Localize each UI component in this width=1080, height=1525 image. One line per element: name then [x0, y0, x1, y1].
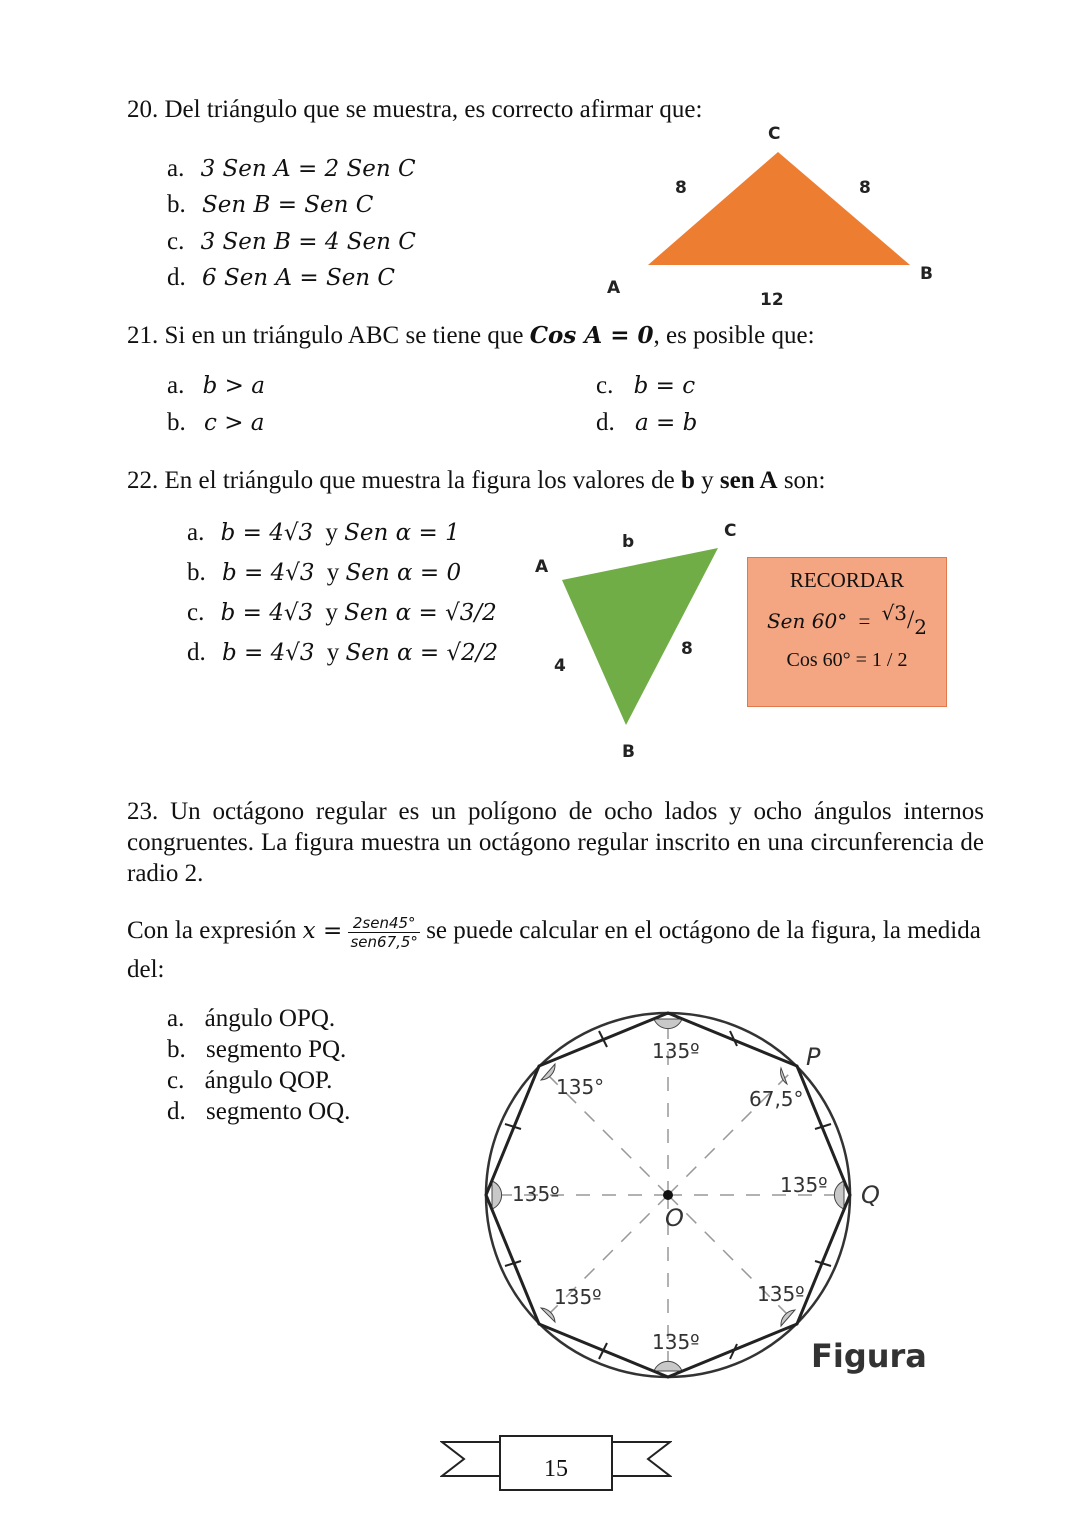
q20-option-a[interactable]: a. 3 Sen A = 2 Sen C: [167, 155, 416, 182]
page-number: 15: [544, 1456, 568, 1482]
q20-prompt: 20. Del triángulo que se muestra, es correcto afirmar que:: [127, 96, 703, 123]
q20-vertex-a: A: [607, 278, 621, 298]
q21-cos-expression: Cos A = 0: [529, 322, 654, 349]
q21-option-c[interactable]: c. b = c: [596, 372, 696, 399]
vertex-label-q: Q: [861, 1181, 880, 1209]
q20-side-ab: 12: [760, 290, 784, 310]
q22-side-8: 8: [681, 639, 693, 659]
angle-label-p: 67,5°: [749, 1087, 804, 1111]
q20-side-cb: 8: [859, 178, 871, 198]
angle-label-left: 135º: [512, 1182, 560, 1206]
q22-option-d[interactable]: d. b = 4√3 y Sen α = √2/2: [187, 639, 499, 666]
q20-triangle-figure: [590, 112, 950, 317]
q23-option-d[interactable]: d. segmento OQ.: [167, 1098, 351, 1125]
q21-option-d[interactable]: d. a = b: [596, 409, 698, 436]
recordar-box: [747, 557, 947, 707]
q22-vertex-c: C: [724, 521, 737, 541]
q22-side-b: b: [622, 532, 635, 552]
octagon-figure: [470, 995, 940, 1395]
recordar-sen60: Sen 60° = √3/2: [766, 601, 927, 639]
recordar-title: RECORDAR: [789, 568, 905, 592]
q20-option-c[interactable]: c. 3 Sen B = 4 Sen C: [167, 228, 416, 255]
q20-option-b[interactable]: b. Sen B = Sen C: [167, 191, 374, 218]
q22-prompt: 22. En el triángulo que muestra la figura los valores de b y sen A son:: [127, 467, 826, 494]
q22-vertex-b: B: [622, 742, 635, 762]
q22-side-4: 4: [554, 656, 566, 676]
q21-option-a[interactable]: a. b > a: [167, 372, 265, 399]
q22-option-b[interactable]: b. b = 4√3 y Sen α = 0: [187, 559, 462, 586]
q22-option-a[interactable]: a. b = 4√3 y Sen α = 1: [187, 519, 460, 546]
q23-fraction: $\frac{\text{2sen45°}}{\text{sen67,5°}}$: [350, 913, 418, 951]
center-label-o: O: [665, 1204, 684, 1232]
angle-label-bottom-left: 135º: [554, 1285, 602, 1309]
banner-left-ribbon: [442, 1442, 502, 1476]
q22-option-c[interactable]: c. b = 4√3 y Sen α = √3/2: [187, 599, 497, 626]
angle-label-right: 135º: [780, 1173, 828, 1197]
angle-label-bottom-right: 135º: [757, 1282, 805, 1306]
recordar-cos60: Cos 60° = 1 / 2: [786, 649, 908, 671]
figure-caption: Figura: [811, 1337, 927, 1375]
q22-vertex-a: A: [535, 557, 549, 577]
angle-label-top-left: 135°: [556, 1075, 605, 1099]
q23-option-a[interactable]: a. ángulo OPQ.: [167, 1005, 336, 1032]
q22-triangle: [562, 548, 718, 725]
vertex-label-p: P: [806, 1043, 821, 1071]
angle-label-top: 135º: [652, 1039, 700, 1063]
q21-prompt: 21. Si en un triángulo ABC se tiene que Cos A = 0, es posible que:: [127, 322, 815, 349]
angle-label-bottom: 135º: [652, 1330, 700, 1354]
q21-option-b[interactable]: b. c > a: [167, 409, 265, 436]
banner-right-ribbon: [610, 1442, 670, 1476]
q22-triangle-figure: [525, 512, 750, 767]
center-point: [663, 1190, 673, 1200]
q23-option-c[interactable]: c. ángulo QOP.: [167, 1067, 333, 1094]
q20-triangle: [648, 152, 910, 265]
q20-vertex-b: B: [920, 264, 933, 284]
q23-paragraph: 23. Un octágono regular es un polígono de ocho lados y ocho ángulos internos congruentes. La figura muestra un octágono regular inscrito en una circunferencia de radio 2.: [127, 798, 984, 887]
q20-vertex-c: C: [768, 124, 781, 144]
q23-option-b[interactable]: b. segmento PQ.: [167, 1036, 347, 1063]
q20-option-d[interactable]: d. 6 Sen A = Sen C: [167, 264, 396, 291]
q20-side-ac: 8: [675, 178, 687, 198]
q23-expression: Con la expresión x = $\frac{\text{2sen45°}}{\text{sen67,5°}}$ se puede calcular en el octágono de la figura, la medida del:: [127, 913, 981, 983]
